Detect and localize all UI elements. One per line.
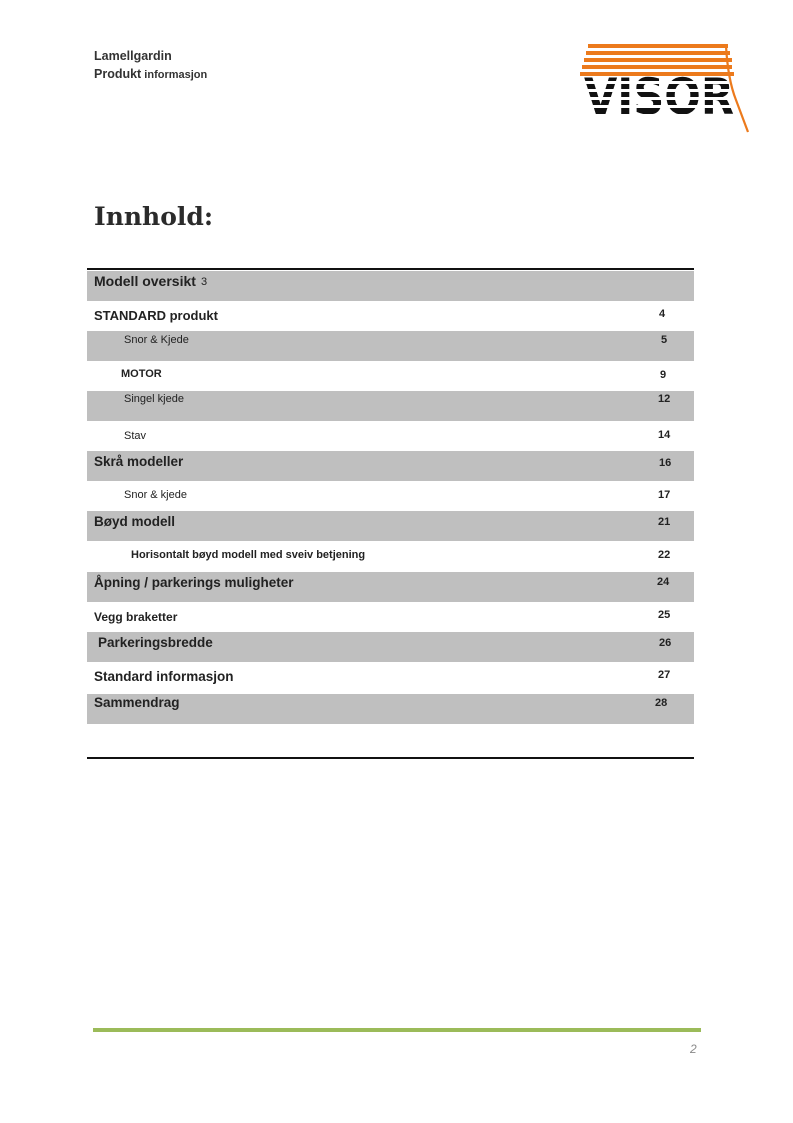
toc-entry-label: STANDARD produkt	[94, 308, 218, 323]
toc-entry-label: MOTOR	[121, 368, 162, 380]
toc-row-snor-kjede[interactable]	[87, 331, 694, 361]
footer-rule	[93, 1028, 701, 1032]
toc-entry-page: 9	[660, 369, 667, 381]
visor-logo	[576, 40, 754, 140]
table-of-contents	[87, 268, 694, 759]
toc-row-sammendrag[interactable]	[87, 694, 694, 724]
toc-entry-page: 12	[658, 393, 671, 405]
toc-row-singel-kjede[interactable]	[87, 391, 694, 421]
toc-row-apning-parkering[interactable]	[87, 572, 694, 602]
toc-entry-page: 16	[659, 457, 672, 469]
toc-entry-label: Vegg braketter	[94, 610, 178, 624]
toc-entry-label: Modell oversikt	[94, 273, 196, 289]
toc-entry-page: 21	[658, 516, 671, 528]
toc-row-standard-informasjon[interactable]	[87, 662, 694, 692]
toc-entry-page: 17	[658, 489, 671, 501]
toc-entry-page: 4	[659, 308, 666, 320]
logo-slats	[580, 44, 734, 76]
toc-entry-label: Parkeringsbredde	[98, 635, 213, 650]
toc-entry-label: Horisontalt bøyd modell med sveiv betjening	[131, 549, 366, 561]
toc-entry-page: 5	[661, 334, 668, 346]
toc-row-stav[interactable]	[87, 421, 694, 451]
toc-entry-page: 27	[658, 669, 671, 681]
logo-text	[576, 76, 754, 114]
toc-entry-page: 26	[659, 637, 672, 649]
toc-row-boyd-modell[interactable]	[87, 511, 694, 541]
toc-entry-page: 25	[658, 609, 671, 621]
toc-entry-label: Sammendrag	[94, 695, 180, 710]
header-subtitle	[94, 65, 207, 84]
toc-entry-label: Singel kjede	[124, 393, 184, 405]
toc-row-skra-modeller[interactable]	[87, 451, 694, 481]
toc-row-motor[interactable]	[87, 361, 694, 391]
toc-entry-label: Stav	[124, 430, 147, 442]
page-number: 2	[690, 1042, 697, 1056]
toc-row-parkeringsbredde[interactable]	[87, 632, 694, 662]
toc-row-horisontalt-boyd[interactable]	[87, 541, 694, 571]
header-subtitle-small: informasjon	[141, 69, 208, 81]
toc-entry-page: 22	[658, 549, 671, 561]
toc-row-modell-oversikt[interactable]	[87, 271, 694, 301]
toc-row-snor-kjede-skra[interactable]	[87, 481, 694, 511]
toc-entry-label: Skrå modeller	[94, 454, 184, 469]
document-header	[94, 47, 207, 84]
toc-entry-label: Åpning / parkerings muligheter	[94, 575, 294, 590]
header-subtitle-bold: Produkt	[94, 67, 142, 81]
toc-entry-label: Snor & Kjede	[124, 334, 189, 346]
header-title: Lamellgardin	[94, 49, 172, 63]
toc-entry-page: 3	[201, 276, 208, 288]
toc-entry-label: Bøyd modell	[94, 514, 176, 529]
toc-entry-page: 24	[657, 576, 670, 588]
toc-row-standard-produkt[interactable]	[87, 301, 694, 331]
toc-entry-label: Snor & kjede	[124, 489, 187, 501]
toc-row-vegg-braketter[interactable]	[87, 602, 694, 632]
toc-title: Innhold:	[94, 202, 214, 231]
toc-entry-page: 28	[655, 697, 668, 709]
toc-entry-page: 14	[658, 429, 671, 441]
toc-entry-label: Standard informasjon	[94, 669, 234, 684]
